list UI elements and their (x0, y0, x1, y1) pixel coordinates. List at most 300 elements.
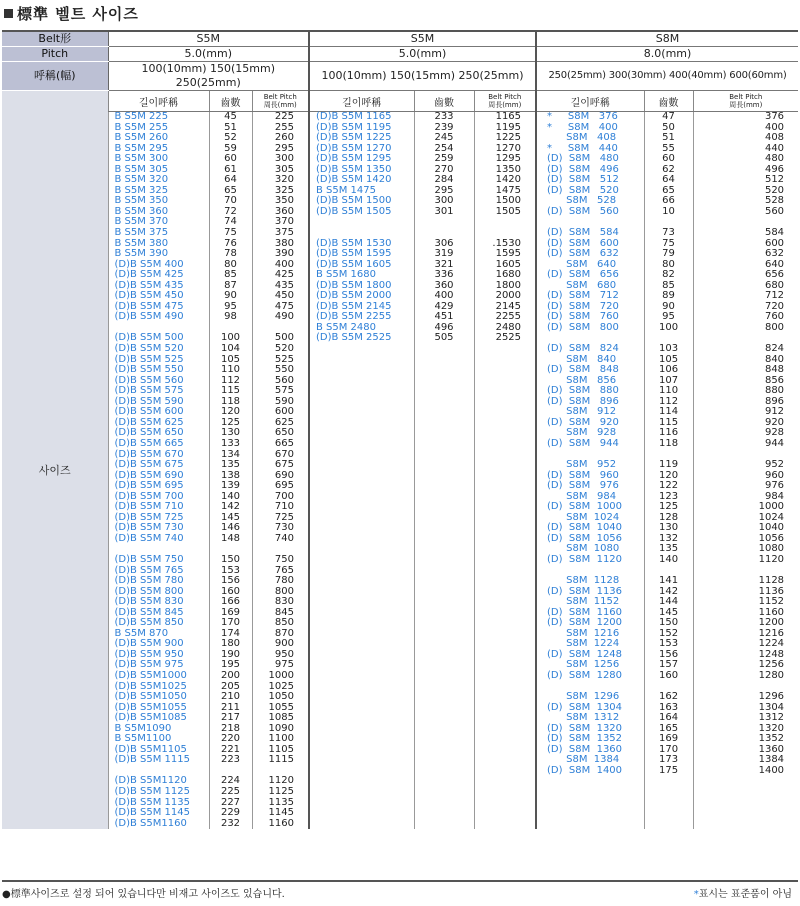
belt-designation: (D)B S5M 2000 (316, 290, 392, 302)
belt-designation: S8M 1312 (547, 712, 620, 724)
belt-designation: (D)B S5M 845 (114, 606, 184, 618)
pitch-length: 2525 (495, 332, 522, 344)
belt-designation: S8M 856 (547, 374, 617, 386)
pitch-length: 912 (764, 406, 785, 418)
belt-designation: (D) S8M 1248 (547, 648, 623, 660)
belt-designation: (D) S8M 1360 (547, 743, 623, 755)
pitch-length: 295 (274, 142, 294, 154)
belt-designation: (D) S8M 920 (547, 416, 619, 428)
tooth-count: 64 (662, 174, 675, 186)
pitch-header-top: Belt Pitch (488, 93, 522, 101)
belt-designation: S8M 840 (547, 353, 617, 365)
tooth-count: 95 (662, 311, 675, 323)
belt-designation: B S5M 350 (114, 195, 169, 207)
tooth-count: 89 (662, 290, 675, 302)
tooth-count: 116 (658, 427, 679, 439)
spacer-row (415, 228, 474, 239)
pitch-length: 584 (764, 227, 785, 239)
tooth-count: 133 (220, 437, 241, 449)
belt-designation: (D) S8M 1120 (547, 553, 623, 565)
pitch-length: 670 (274, 448, 294, 460)
tooth-count: 125 (658, 501, 679, 513)
pitch-length: 675 (274, 459, 294, 471)
belt-designation: B S5M 225 (114, 111, 169, 122)
belt-designation: (D) S8M 1352 (547, 733, 623, 745)
belt-designation: B S5M 260 (114, 132, 169, 144)
tooth-count: 141 (658, 575, 679, 587)
tooth-count: 132 (658, 532, 679, 544)
pitch-length: 650 (274, 427, 294, 439)
tooth-count: 169 (658, 733, 679, 745)
pitch-length: 1040 (758, 522, 785, 534)
tooth-count: 51 (662, 132, 675, 144)
tooth-count: 210 (220, 691, 241, 703)
belt-designation: (D)B S5M 550 (114, 364, 184, 376)
tooth-count: 165 (658, 722, 679, 734)
belt-designation: (D)B S5M 1530 (316, 237, 392, 249)
tooth-count: 128 (658, 511, 679, 523)
pitch-length: 740 (274, 532, 294, 544)
pitch-length: 2255 (495, 311, 522, 323)
tooth-count: 139 (220, 480, 241, 492)
col2-name-header: 길이呼稱 (309, 91, 414, 112)
pitch-length: 425 (274, 269, 294, 281)
pitch-length: 680 (764, 279, 785, 291)
group2-belt: S5M (309, 31, 536, 47)
pitch-length: 695 (274, 480, 294, 492)
belt-designation: (D)B S5M 625 (114, 416, 184, 428)
tooth-count: 140 (220, 490, 241, 502)
pitch-length: 408 (764, 132, 785, 144)
tooth-count: 169 (220, 606, 241, 618)
group3-widths: 250(25mm) 300(30mm) 400(40mm) 600(60mm) (536, 62, 798, 91)
pitch-length: 1128 (758, 575, 785, 587)
pitch-length: 1100 (268, 733, 294, 745)
pitch-length: 1105 (268, 743, 294, 755)
pitch-length: 1605 (495, 258, 522, 270)
tooth-count: 245 (434, 132, 454, 144)
belt-designation: (D)B S5M 2255 (316, 311, 392, 323)
pitch-length: 1680 (495, 269, 522, 281)
tooth-count: 62 (662, 163, 675, 175)
group2-pitch: 5.0(mm) (309, 47, 536, 62)
belt-designation: (D)B S5M 725 (114, 511, 184, 523)
tooth-count: 75 (662, 237, 675, 249)
pitch-length: 350 (274, 195, 294, 207)
tooth-count: 59 (224, 142, 237, 154)
col1-names (108, 112, 209, 830)
tooth-count: 119 (658, 459, 679, 471)
pitch-length: 1256 (758, 659, 785, 671)
pitch-length: 840 (764, 353, 785, 365)
pitch-length: 920 (764, 416, 785, 428)
pitch-length: 1195 (495, 121, 522, 133)
belt-designation: (D)B S5M 575 (114, 385, 184, 397)
tooth-count: 300 (434, 195, 454, 207)
pitch-length: 1420 (495, 174, 522, 186)
belt-designation: (D)B S5M 1135 (114, 796, 191, 808)
belt-designation: (D)B S5M 700 (114, 490, 184, 502)
belt-designation: B S5M 305 (114, 163, 169, 175)
pitch-length: 1500 (495, 195, 522, 207)
pitch-length: 880 (764, 385, 785, 397)
tooth-count: 80 (224, 258, 237, 270)
pitch-length: 376 (764, 111, 785, 122)
belt-designation: (D)B S5M 740 (114, 532, 184, 544)
belt-designation: B S5M 1680 (316, 269, 377, 281)
tooth-count: 114 (658, 406, 679, 418)
tooth-count: 232 (220, 817, 241, 829)
pitch-length: 848 (764, 364, 785, 376)
tooth-count: 100 (658, 321, 679, 333)
pitch-length: 1050 (268, 691, 294, 703)
tooth-count: 144 (658, 596, 679, 608)
pitch-length: 1295 (495, 153, 522, 165)
belt-designation: B S5M 320 (114, 174, 169, 186)
pitch-length: 380 (274, 237, 294, 249)
belt-designation: S8M 640 (547, 258, 617, 270)
footer-right-note (694, 885, 792, 900)
belt-designation: (D)B S5M 1165 (316, 111, 392, 122)
pitch-length: 440 (764, 142, 785, 154)
pitch-length: 976 (764, 480, 785, 492)
belt-designation: (D) S8M 496 (547, 163, 619, 175)
belt-designation: (D) S8M 600 (547, 237, 619, 249)
pitch-length: 600 (274, 406, 294, 418)
belt-designation: S8M 1080 (547, 543, 620, 555)
group1-widths: 100(10mm) 150(15mm) 250(25mm) (108, 62, 309, 91)
pitch-length: 1800 (495, 279, 522, 291)
belt-designation: (D) S8M 560 (547, 205, 619, 217)
pitch-length: 725 (274, 511, 294, 523)
tooth-count: 103 (658, 343, 679, 355)
tooth-count: 98 (224, 311, 237, 323)
pitch-length: 550 (274, 364, 294, 376)
star-mark: * (693, 889, 699, 900)
pitch-length: 900 (274, 638, 294, 650)
pitch-length: 800 (764, 321, 785, 333)
pitch-length: 400 (274, 258, 294, 270)
belt-designation: B S5M 380 (114, 237, 169, 249)
belt-designation: (D)B S5M 730 (114, 522, 184, 534)
belt-designation: (D)B S5M 675 (114, 459, 184, 471)
tooth-count: 120 (220, 406, 241, 418)
pitch-length: 824 (764, 343, 785, 355)
tooth-count: 157 (658, 659, 679, 671)
belt-designation: (D)B S5M 1800 (316, 279, 392, 291)
footer-left-note: ●標準사이즈로 설정 되어 있습니다만 비재고 사이즈도 있습니다. (2, 889, 285, 900)
tooth-count: 195 (220, 659, 241, 671)
belt-designation: * S8M 400 (547, 121, 618, 133)
pitch-length: 225 (274, 111, 294, 122)
tooth-count: 306 (434, 237, 454, 249)
pitch-length: 712 (764, 290, 785, 302)
pitch-length: 1085 (268, 712, 294, 724)
tooth-count: 112 (658, 395, 679, 407)
group2-widths: 100(10mm) 150(15mm) 250(25mm) (309, 62, 536, 91)
tooth-count: 82 (662, 269, 675, 281)
belt-designation: S8M 1216 (547, 627, 620, 639)
belt-designation: B S5M 325 (114, 184, 169, 196)
footer-note (2, 880, 798, 900)
belt-designation: (D)B S5M 425 (114, 269, 184, 281)
tooth-count: 125 (220, 416, 241, 428)
tooth-count: 142 (658, 585, 679, 597)
tooth-count: 78 (224, 248, 237, 260)
pitch-length: 1145 (268, 807, 294, 819)
pitch-length: 1152 (758, 596, 785, 608)
tooth-count: 65 (224, 184, 237, 196)
pitch-length: 780 (274, 575, 294, 587)
belt-designation: S8M 680 (547, 279, 617, 291)
belt-designation: (D)B S5M 780 (114, 575, 184, 587)
pitch-length: 475 (274, 300, 294, 312)
pitch-length: 960 (764, 469, 785, 481)
tooth-count: 104 (220, 343, 241, 355)
belt-designation: (D) S8M 512 (547, 174, 619, 186)
belt-designation: S8M 528 (547, 195, 617, 207)
tooth-count: 233 (434, 111, 454, 122)
tooth-count: 135 (658, 543, 679, 555)
pitch-length: 1025 (268, 680, 294, 692)
belt-designation: (D)B S5M 435 (114, 279, 184, 291)
tooth-count: 123 (658, 490, 679, 502)
tooth-count: 95 (224, 300, 237, 312)
tooth-count: 170 (220, 617, 241, 629)
belt-designation: (D) S8M 520 (547, 184, 619, 196)
pitch-length: 1270 (495, 142, 522, 154)
pitch-length: 590 (274, 395, 294, 407)
pitch-length: 528 (764, 195, 785, 207)
pitch-length: 1056 (758, 532, 785, 544)
belt-designation: (D)B S5M 525 (114, 353, 184, 365)
belt-designation: B S5M 370 (114, 216, 169, 228)
tooth-count: 301 (434, 205, 454, 217)
belt-designation: (D)B S5M 1505 (316, 205, 392, 217)
belt-designation: (D)B S5M 670 (114, 448, 184, 460)
pitch-length: 750 (274, 553, 294, 565)
tooth-count: 85 (662, 279, 675, 291)
tooth-count: 146 (220, 522, 241, 534)
belt-designation: (D) S8M 1400 (547, 764, 623, 776)
tooth-count: 134 (220, 448, 241, 460)
belt-designation: (D)B S5M 765 (114, 564, 184, 576)
pitch-length: 560 (274, 374, 294, 386)
tooth-count: 170 (658, 743, 679, 755)
tooth-count: 200 (220, 669, 241, 681)
pitch-length: 856 (764, 374, 785, 386)
belt-designation: S8M 984 (547, 490, 617, 502)
tooth-count: 105 (220, 353, 241, 365)
pitch-length: 1224 (758, 638, 785, 650)
pitch-length: 400 (764, 121, 785, 133)
belt-designation: (D)B S5M1050 (114, 691, 187, 703)
tooth-count: 115 (658, 416, 679, 428)
belt-designation: (D)B S5M 695 (114, 480, 184, 492)
pitch-length: 1304 (758, 701, 785, 713)
belt-designation: B S5M 870 (114, 627, 169, 639)
pitch-length: 1120 (268, 775, 294, 787)
pitch-length: 1024 (758, 511, 785, 523)
col3-teeth-header: 齒數 (644, 91, 693, 112)
belt-designation: (D)B S5M 475 (114, 300, 184, 312)
tooth-count: 51 (224, 121, 237, 133)
belt-designation: S8M 1024 (547, 511, 620, 523)
pitch-length: 320 (274, 174, 294, 186)
belt-designation: (D)B S5M 850 (114, 617, 184, 629)
col1-teeth (209, 112, 252, 830)
pitch-length: 896 (764, 395, 785, 407)
col2-teeth (414, 112, 474, 830)
belt-designation: (D)B S5M1085 (114, 712, 187, 724)
tooth-count: 87 (224, 279, 237, 291)
tooth-count: 221 (220, 743, 241, 755)
width-label: 呼稱(幅) (2, 62, 108, 91)
tooth-count: 239 (434, 121, 454, 133)
tooth-count: 360 (434, 279, 454, 291)
pitch-length: 305 (274, 163, 294, 175)
pitch-length: 1225 (495, 132, 522, 144)
pitch-length: 665 (274, 437, 294, 449)
tooth-count: 148 (220, 532, 241, 544)
belt-designation: (D) S8M 800 (547, 321, 619, 333)
belt-designation: (D) S8M 896 (547, 395, 619, 407)
pitch-length: 1248 (758, 648, 785, 660)
pitch-length: 928 (764, 427, 785, 439)
pitch-length: 1160 (268, 817, 294, 829)
tooth-count: 270 (434, 163, 454, 175)
tooth-count: 321 (434, 258, 454, 270)
pitch-length: 1216 (758, 627, 785, 639)
tooth-count: 52 (224, 132, 237, 144)
tooth-count: 319 (434, 248, 454, 260)
group3-belt: S8M (536, 31, 798, 47)
pitch-length: 730 (274, 522, 294, 534)
belt-designation: S8M 952 (547, 459, 617, 471)
pitch-length: 632 (764, 248, 785, 260)
tooth-count: 105 (658, 353, 679, 365)
tooth-count: 110 (658, 385, 679, 397)
pitch-length: 2145 (495, 300, 522, 312)
col1-name-header: 길이呼稱 (108, 91, 209, 112)
pitch-length: 520 (764, 184, 785, 196)
belt-designation: (D)B S5M1025 (114, 680, 187, 692)
belt-designation: (D) S8M 960 (547, 469, 619, 481)
belt-designation: S8M 1384 (547, 754, 620, 766)
belt-designation: (D) S8M 1136 (547, 585, 623, 597)
belt-designation: (D)B S5M1000 (114, 669, 187, 681)
pitch-label: Pitch (2, 47, 108, 62)
tooth-count: 112 (220, 374, 241, 386)
pitch-length: 500 (274, 332, 294, 344)
tooth-count: 138 (220, 469, 241, 481)
belt-designation: (D)B S5M 1115 (114, 754, 191, 766)
pitch-length: 656 (764, 269, 785, 281)
spacer-row (475, 217, 536, 228)
tooth-count: 75 (224, 227, 237, 239)
tooth-count: 205 (220, 680, 241, 692)
pitch-length: 1080 (758, 543, 785, 555)
tooth-count: 50 (662, 121, 675, 133)
belt-designation: (D)B S5M 710 (114, 501, 184, 513)
group1-belt: S5M (108, 31, 309, 47)
belt-designation: (D)B S5M 1350 (316, 163, 392, 175)
pitch-length: 1350 (495, 163, 522, 175)
pitch-length: 1320 (758, 722, 785, 734)
tooth-count: 115 (220, 385, 241, 397)
pitch-length: 490 (274, 311, 294, 323)
col1-pitch-header (252, 91, 309, 112)
belt-designation: S8M 1128 (547, 575, 620, 587)
tooth-count: 336 (434, 269, 454, 281)
tooth-count: 80 (662, 258, 675, 270)
tooth-count: 55 (662, 142, 675, 154)
pitch-length: 1115 (268, 754, 294, 766)
tooth-count: 259 (434, 153, 454, 165)
pitch-length: 625 (274, 416, 294, 428)
col3-name-header: 길이呼稱 (536, 91, 644, 112)
tooth-count: 505 (434, 332, 454, 344)
tooth-count: 156 (220, 575, 241, 587)
pitch-length: 1360 (758, 743, 785, 755)
pitch-length: 1120 (758, 553, 785, 565)
col3-lengths (693, 112, 798, 830)
pitch-length: 1200 (758, 617, 785, 629)
tooth-count: 47 (662, 111, 675, 122)
tooth-count: 118 (220, 395, 241, 407)
pitch-length: 435 (274, 279, 294, 291)
tooth-count: 160 (220, 585, 241, 597)
belt-designation: (D)B S5M 1500 (316, 195, 392, 207)
belt-designation: (D)B S5M 650 (114, 427, 184, 439)
belt-designation: (D) S8M 1304 (547, 701, 623, 713)
tooth-count: 90 (224, 290, 237, 302)
belt-designation: S8M 928 (547, 427, 617, 439)
belt-designation: (D) S8M 824 (547, 343, 619, 355)
tooth-count: 162 (658, 691, 679, 703)
belt-designation: (D)B S5M 690 (114, 469, 184, 481)
spacer-row (310, 228, 414, 239)
pitch-length: 1312 (758, 712, 785, 724)
tooth-count: 150 (220, 553, 241, 565)
belt-designation: (D)B S5M 800 (114, 585, 184, 597)
tooth-count: 174 (220, 627, 241, 639)
group1-pitch: 5.0(mm) (108, 47, 309, 62)
tooth-count: 217 (220, 712, 241, 724)
belt-designation: (D)B S5M 830 (114, 596, 184, 608)
belt-designation: (D) S8M 760 (547, 311, 619, 323)
pitch-length: 2480 (495, 321, 522, 333)
label-blank (2, 91, 108, 112)
pitch-length: 1125 (268, 786, 294, 797)
pitch-length: 765 (274, 564, 294, 576)
spacer-row (415, 217, 474, 228)
tooth-count: 135 (220, 459, 241, 471)
tooth-count: 166 (220, 596, 241, 608)
belt-designation: (D) S8M 584 (547, 227, 619, 239)
bullet-square-icon (4, 9, 13, 18)
pitch-length: 760 (764, 311, 785, 323)
tooth-count: 496 (434, 321, 454, 333)
pitch-length: 1384 (758, 754, 785, 766)
pitch-length: 950 (274, 648, 294, 660)
pitch-length: 1505 (495, 205, 522, 217)
tooth-count: 156 (658, 648, 679, 660)
pitch-header-top: Belt Pitch (263, 93, 297, 101)
belt-designation: B S5M 300 (114, 153, 169, 165)
belt-designation: (D) S8M 976 (547, 480, 619, 492)
belt-designation: B S5M 255 (114, 121, 169, 133)
